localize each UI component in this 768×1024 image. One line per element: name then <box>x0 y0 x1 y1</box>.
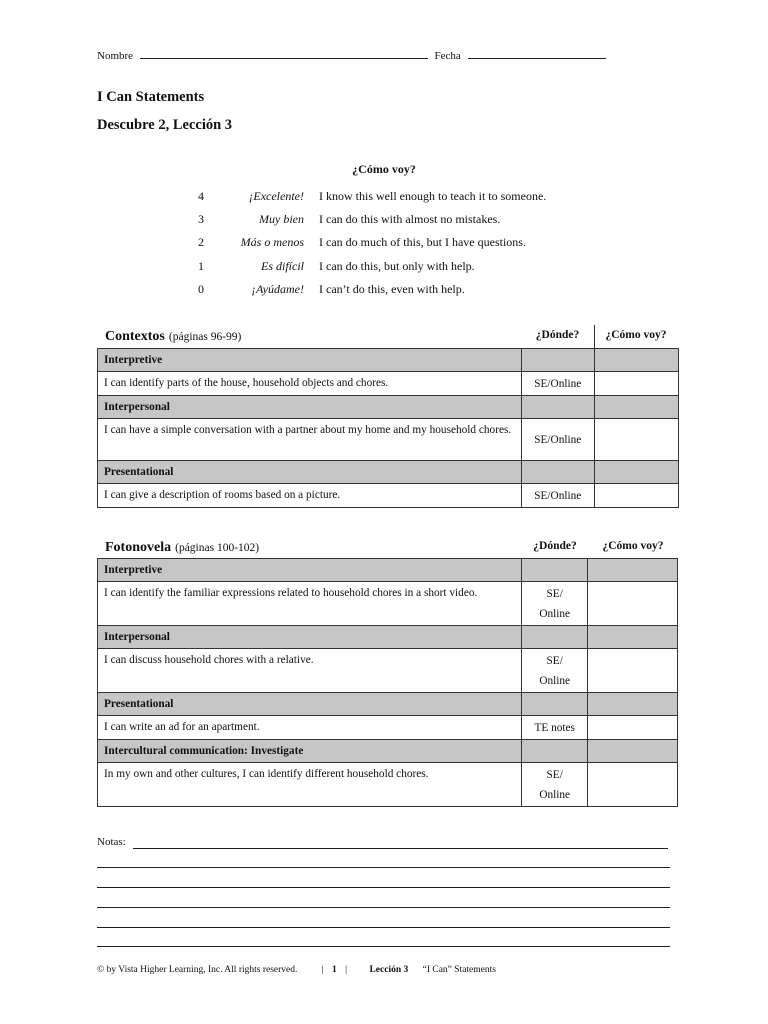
where-cell: TE notes <box>522 716 588 740</box>
scale-description: I know this well enough to teach it to someone. <box>319 189 547 203</box>
how-rating-cell[interactable] <box>588 649 678 693</box>
name-input-line[interactable] <box>140 46 428 59</box>
notes-label: Notas: <box>97 836 126 848</box>
fotonovela-title: Fotonovela <box>105 540 172 555</box>
contextos-table <box>97 348 679 508</box>
scale-heading: ¿Cómo voy? <box>352 162 416 176</box>
footer <box>97 965 496 975</box>
section-how-cell <box>594 349 678 372</box>
how-rating-cell[interactable] <box>594 419 678 461</box>
statement-row <box>98 372 679 396</box>
scale-number: 3 <box>198 212 204 226</box>
contextos-title: Contextos <box>105 329 165 344</box>
how-rating-cell[interactable] <box>588 582 678 626</box>
section-how-cell <box>588 626 678 649</box>
section-where-cell <box>522 693 588 716</box>
page-title: I Can Statements <box>97 89 205 105</box>
notes-line-5[interactable] <box>97 927 670 928</box>
section-row <box>98 693 678 716</box>
footer-lesson: Lección 3 <box>369 965 409 975</box>
scale-number: 1 <box>198 259 204 273</box>
fotonovela-where-header: ¿Dónde? <box>533 540 577 552</box>
how-rating-cell[interactable] <box>588 763 678 807</box>
statement-row <box>98 649 678 693</box>
scale-description: I can’t do this, even with help. <box>319 282 465 296</box>
scale-label: Muy bien <box>259 212 304 226</box>
statement-text: I can give a description of rooms based on a picture. <box>98 484 522 508</box>
contextos-pages: (páginas 96-99) <box>168 331 242 343</box>
section-where-cell <box>522 559 588 582</box>
fotonovela-table <box>97 558 678 807</box>
statement-row <box>98 484 679 508</box>
section-label: Interpretive <box>98 559 522 582</box>
statement-row <box>98 582 678 626</box>
section-row <box>98 396 679 419</box>
statement-text: I can have a simple conversation with a partner about my home and my household chores. <box>98 419 522 461</box>
scale-label: ¡Ayúdame! <box>251 282 304 296</box>
section-where-cell <box>521 349 594 372</box>
section-how-cell <box>588 693 678 716</box>
where-cell: SE/ Online <box>522 763 588 807</box>
scale-label: Más o menos <box>240 235 304 249</box>
statement-row <box>98 716 678 740</box>
scale-description: I can do much of this, but I have questions. <box>319 235 526 249</box>
contextos-how-header: ¿Cómo voy? <box>605 329 667 341</box>
statement-text: I can discuss household chores with a relative. <box>98 649 522 693</box>
section-where-cell <box>522 626 588 649</box>
statement-text: I can write an ad for an apartment. <box>98 716 522 740</box>
fotonovela-how-header: ¿Cómo voy? <box>602 540 664 552</box>
scale-description: I can do this, but only with help. <box>319 259 475 273</box>
date-label: Fecha <box>434 50 461 62</box>
section-row <box>98 626 678 649</box>
date-input-line[interactable] <box>468 46 606 59</box>
page-subtitle: Descubre 2, Lección 3 <box>97 117 233 133</box>
section-row <box>98 461 679 484</box>
section-where-cell <box>522 740 588 763</box>
footer-sep-1: | <box>321 965 324 975</box>
section-label: Interpretive <box>98 349 522 372</box>
scale-number: 2 <box>198 235 204 249</box>
notes-line-2[interactable] <box>97 867 670 868</box>
where-cell: SE/ Online <box>522 649 588 693</box>
how-rating-cell[interactable] <box>588 716 678 740</box>
name-label: Nombre <box>97 50 134 62</box>
how-rating-cell[interactable] <box>594 372 678 396</box>
section-where-cell <box>521 461 594 484</box>
section-where-cell <box>521 396 594 419</box>
contextos-where-header: ¿Dónde? <box>535 329 580 341</box>
contextos-heading <box>105 327 241 345</box>
scale-number: 4 <box>198 189 204 203</box>
section-label: Intercultural communication: Investigate <box>98 740 522 763</box>
footer-copyright: © by Vista Higher Learning, Inc. All rights reserved. <box>97 965 298 975</box>
statement-row <box>98 419 679 461</box>
notes-line-3[interactable] <box>97 887 670 888</box>
section-how-cell <box>594 461 678 484</box>
section-how-cell <box>594 396 678 419</box>
section-how-cell <box>588 559 678 582</box>
notes-line-6[interactable] <box>97 946 670 947</box>
notes-line-1[interactable] <box>133 848 668 849</box>
section-row <box>98 349 679 372</box>
where-cell: SE/Online <box>521 419 594 461</box>
where-cell: SE/Online <box>521 372 594 396</box>
section-row <box>98 740 678 763</box>
scale-label: Es difícil <box>261 259 304 273</box>
section-label: Presentational <box>98 693 522 716</box>
footer-sep-2: | <box>345 965 348 975</box>
section-label: Interpersonal <box>98 396 522 419</box>
fotonovela-heading <box>105 538 259 556</box>
notes-line-4[interactable] <box>97 907 670 908</box>
section-how-cell <box>588 740 678 763</box>
section-label: Interpersonal <box>98 626 522 649</box>
statement-row <box>98 763 678 807</box>
statement-text: In my own and other cultures, I can identify different household chores. <box>98 763 522 807</box>
fotonovela-pages: (páginas 100-102) <box>175 542 260 554</box>
statement-text: I can identify the familiar expressions related to household chores in a short video. <box>98 582 522 626</box>
scale-label: ¡Excelente! <box>248 189 304 203</box>
scale-number: 0 <box>198 282 204 296</box>
footer-doc-title: “I Can” Statements <box>422 965 496 975</box>
where-cell: SE/Online <box>521 484 594 508</box>
footer-page-number: 1 <box>332 965 337 975</box>
section-label: Presentational <box>98 461 522 484</box>
name-field-row <box>97 46 606 62</box>
where-cell: SE/ Online <box>522 582 588 626</box>
how-rating-cell[interactable] <box>594 484 678 508</box>
statement-text: I can identify parts of the house, household objects and chores. <box>98 372 522 396</box>
scale-description: I can do this with almost no mistakes. <box>319 212 501 226</box>
section-row <box>98 559 678 582</box>
